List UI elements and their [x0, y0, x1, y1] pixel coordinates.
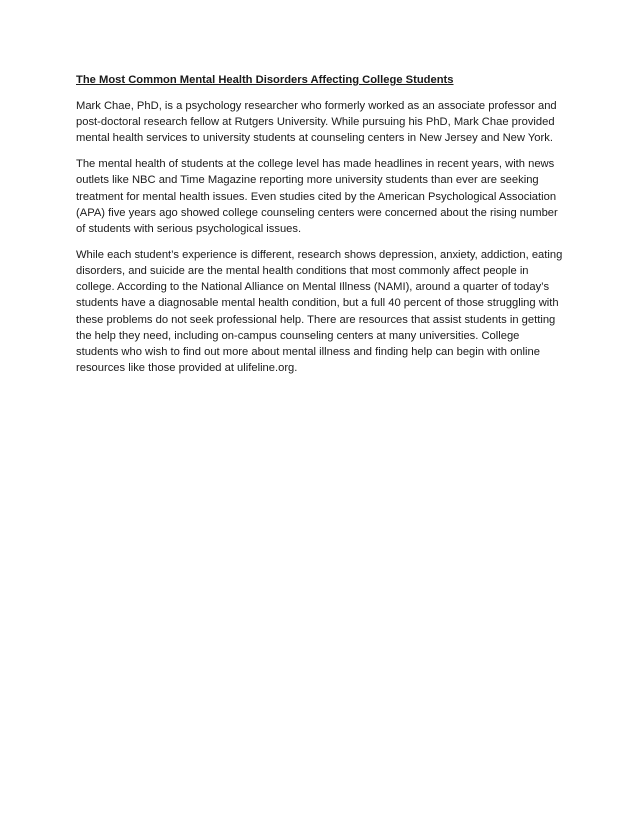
document-body	[76, 72, 564, 386]
paragraph-conditions: While each student’s experience is different, research shows depression, anxiety, addiction, eating disorders, and suicide are the mental health conditions that most commonly affect people in college. According to the National Alliance on Mental Illness (NAMI), around a quarter of today’s students have a diagnosable mental health condition, but a full 40 percent of those struggling with these problems do not seek professional help. There are resources that assist students in getting the help they need, including on-campus counseling centers at many universities. College students who wish to find out more about mental illness and finding help can begin with online resources like those provided at ulifeline.org.	[76, 248, 563, 375]
document-title: The Most Common Mental Health Disorders Affecting College Students	[76, 74, 454, 86]
paragraph-author-bio: Mark Chae, PhD, is a psychology researcher who formerly worked as an associate professor and post-doctoral research fellow at Rutgers University. While pursuing his PhD, Mark Chae provided mental health services to university students at counseling centers in New Jersey and New York.	[76, 100, 557, 145]
paragraph-headlines: The mental health of students at the college level has made headlines in recent years, with news outlets like NBC and Time Magazine reporting more university students than ever are seeking treatment for mental health issues. Even studies cited by the American Psychological Association (APA) five years ago showed college counseling centers were concerned about the rising number of students with serious psychological issues.	[76, 158, 558, 236]
